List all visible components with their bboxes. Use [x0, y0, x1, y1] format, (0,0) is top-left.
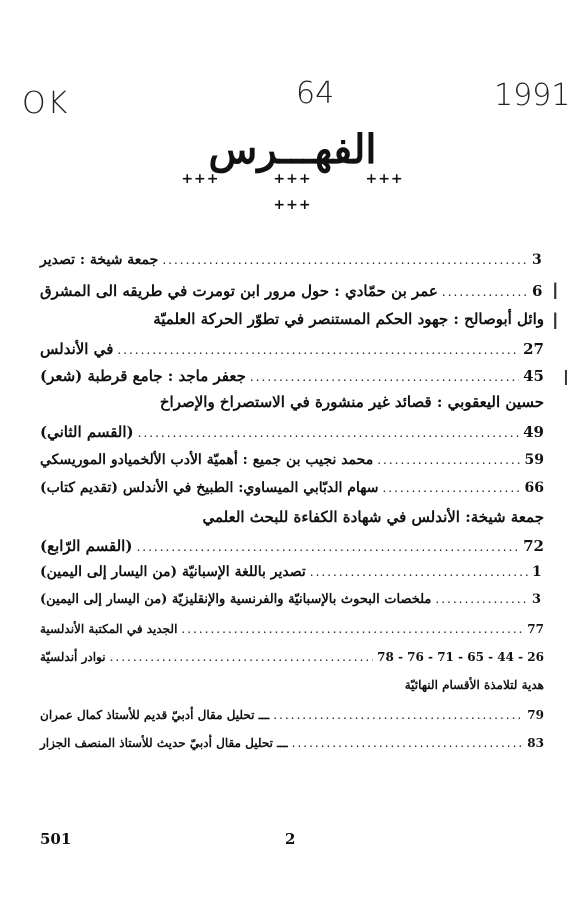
toc-entry-page: 77 [527, 622, 544, 636]
ornament-row-top [0, 171, 585, 187]
toc-entry [36, 736, 544, 750]
toc-entry [36, 423, 544, 441]
leader-dots [382, 481, 520, 495]
toc-entry-page: 59 [524, 452, 544, 468]
handwritten-year: 1991 [494, 78, 571, 113]
footer-number: 501 [40, 830, 72, 848]
toc-entry-text: (القسم الثاني) [40, 423, 134, 441]
handwritten-ok: OK [22, 86, 70, 121]
toc-entry-page: 3 [532, 252, 542, 268]
leader-dots [162, 253, 528, 267]
leader-dots [377, 453, 520, 467]
ornament: +++ [273, 197, 312, 213]
toc-entry-page: 66 [524, 480, 544, 496]
margin-mark: I [563, 366, 569, 390]
toc-entry [36, 452, 544, 468]
leader-dots [442, 285, 528, 299]
toc-entry-text: محمد نجيب بن جميع : أهميّة الأدب الألخميادو الموريسكي [40, 452, 374, 468]
toc-entry-page: 3 [532, 592, 542, 607]
toc-entry [36, 340, 544, 358]
toc-entry-text: وائل أبوصالح : جهود الحكم المستنصر في تطوّر الحركة العلميّة [153, 310, 544, 328]
toc-entry-text: حسين اليعقوبي : قصائد غير منشورة في الاستصراخ والإصراخ [159, 393, 544, 411]
toc-entry-page: 1 [532, 564, 542, 580]
leader-dots [273, 708, 523, 722]
toc-entry-text: نوادر أندلسيّة [40, 650, 106, 664]
margin-mark: I [552, 310, 559, 335]
toc-entry-page: 79 [527, 708, 544, 722]
toc-entry-text: تصدير باللغة الإسبانيّة (من اليسار إلى اليمين) [40, 564, 306, 580]
toc-entry-text: جمعة شيخة : تصدير [40, 252, 159, 268]
leader-dots [181, 622, 523, 636]
toc-entry [36, 592, 544, 607]
toc-entry [36, 367, 544, 385]
page-title: الفهـــرس [208, 126, 377, 173]
toc-entry [36, 480, 544, 496]
ornament: +++ [273, 171, 312, 187]
ornament: +++ [181, 171, 220, 187]
leader-dots [110, 650, 374, 664]
leader-dots [292, 736, 524, 750]
toc-entry-page: 6 [532, 282, 543, 300]
ornament: +++ [365, 171, 404, 187]
toc-entry [36, 622, 544, 636]
toc-entry-page: 78 - 76 - 71 - 65 - 44 - 26 [377, 650, 544, 664]
toc-entry-text: جمعة شيخة: الأندلس في شهادة الكفاءة للبحث العلمي [202, 508, 544, 526]
toc-entry [36, 537, 544, 555]
leader-dots [136, 540, 519, 554]
toc-entry-text: جعفر ماجد : جامع قرطبة (شعر) [40, 367, 246, 385]
toc-entry-text: ملخصات البحوث بالإسبانيّة والفرنسية والإنقليزيّة (من اليسار إلى اليمين) [40, 592, 432, 607]
leader-dots [138, 426, 520, 440]
toc-entry [36, 650, 544, 664]
handwritten-number: 64 [296, 76, 335, 111]
toc-entry-page: 49 [523, 423, 544, 441]
toc-entry-text: هدية لتلامذة الأقسام النهائيّة [404, 678, 544, 692]
toc-entry-page: 72 [523, 537, 544, 555]
toc-entry-text: الجديد في المكتبة الأندلسية [40, 622, 178, 636]
leader-dots [435, 592, 528, 606]
toc-entry-text: (القسم الرّابع) [40, 537, 133, 555]
toc-entry [36, 252, 544, 268]
ornament-row-bottom [0, 197, 585, 213]
toc-entry [36, 564, 544, 580]
toc-entry-text: في الأندلس [40, 340, 114, 358]
margin-mark: I [552, 280, 559, 305]
leader-dots [250, 370, 519, 384]
toc-entry-text: ـــ تحليل مقال أدبيّ حديث للأستاذ المنصف الجزار [40, 736, 288, 750]
toc-entry-text: ـــ تحليل مقال أدبيّ قديم للأستاذ كمال عمران [40, 708, 270, 722]
leader-dots [117, 343, 519, 357]
toc-entry-text: سهام الدبّابي الميساوي: الطبيخ في الأندلس (تقديم كتاب) [40, 480, 379, 496]
toc-entry-page: 27 [523, 340, 544, 358]
toc-entry-page: 45 [523, 367, 544, 385]
page-number: 2 [285, 830, 296, 848]
leader-dots [310, 565, 528, 579]
toc-entry-text: عمر بن حمّادي : حول مرور ابن تومرت في طريقه الى المشرق [40, 282, 438, 300]
toc-entry-page: 83 [527, 736, 544, 750]
toc-entry [36, 282, 544, 300]
toc-entry [36, 708, 544, 722]
